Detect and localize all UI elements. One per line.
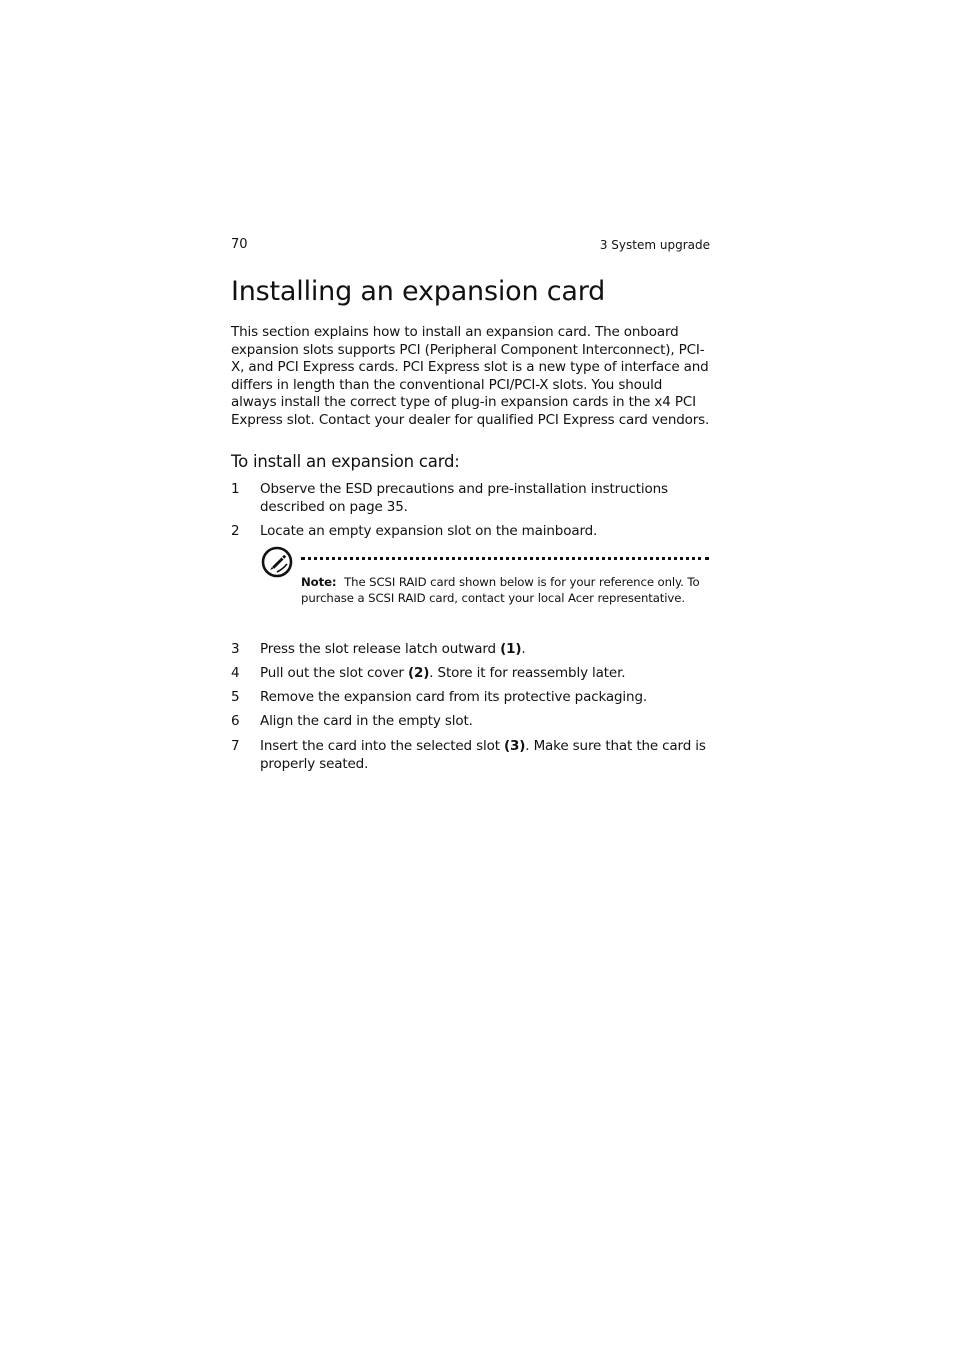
- running-header: 3 System upgrade: [599, 238, 710, 252]
- step-number: 5: [231, 689, 240, 705]
- step-text-part: . Store it for reassembly later.: [429, 665, 626, 681]
- step-number: 6: [231, 713, 240, 729]
- step-text-part: .: [521, 641, 526, 657]
- step-item: [231, 738, 711, 773]
- step-text: Observe the ESD precautions and pre-installation instructions described on page 35.: [260, 481, 668, 515]
- step-item: [231, 641, 711, 659]
- step-number: 4: [231, 665, 240, 681]
- step-number: 1: [231, 481, 240, 497]
- step-text: [260, 738, 711, 773]
- step-text: [260, 641, 711, 659]
- note-pencil-icon: [261, 546, 293, 578]
- step-text: [260, 665, 711, 683]
- step-text-part: Pull out the slot cover: [260, 665, 408, 681]
- step-item: [231, 665, 711, 683]
- step-text: Remove the expansion card from its protective packaging.: [260, 689, 648, 705]
- step-item: [231, 689, 711, 707]
- callout-ref: (3): [503, 738, 526, 754]
- step-number: 2: [231, 523, 240, 539]
- page-number: 70: [231, 237, 248, 252]
- step-item: [231, 713, 711, 731]
- callout-ref: (1): [500, 641, 522, 657]
- step-text: Align the card in the empty slot.: [260, 713, 473, 729]
- note-box: [301, 574, 701, 606]
- step-number: 3: [231, 641, 240, 657]
- step-text: Locate an empty expansion slot on the mainboard.: [260, 523, 598, 539]
- step-text-part: Press the slot release latch outward: [260, 641, 501, 657]
- callout-ref: (2): [407, 665, 430, 681]
- step-text-part: Insert the card into the selected slot: [260, 738, 504, 754]
- step-item: [231, 523, 711, 541]
- intro-paragraph: This section explains how to install an expansion card. The onboard expansion slots supports PCI (Peripheral Component Interconnect), PCI-X, and PCI Express cards. PCI Express slot is a new type of interface and differs in length than the conventional PCI/PCI-X slots. You should always install the correct type of plug-in expansion cards in the x4 PCI Express slot. Contact your dealer for qualified PCI Express card vendors.: [231, 324, 710, 428]
- step-item: [231, 481, 711, 516]
- section-title: Installing an expansion card: [231, 276, 606, 307]
- note-text: The SCSI RAID card shown below is for your reference only. To purchase a SCSI RAID card, contact your local Acer representative.: [301, 575, 700, 605]
- note-label: Note:: [301, 575, 337, 589]
- step-number: 7: [231, 738, 240, 754]
- procedure-heading: To install an expansion card:: [231, 452, 460, 471]
- note-divider: [301, 557, 709, 560]
- step-text-part: . Make sure that the card is properly seated.: [260, 738, 706, 772]
